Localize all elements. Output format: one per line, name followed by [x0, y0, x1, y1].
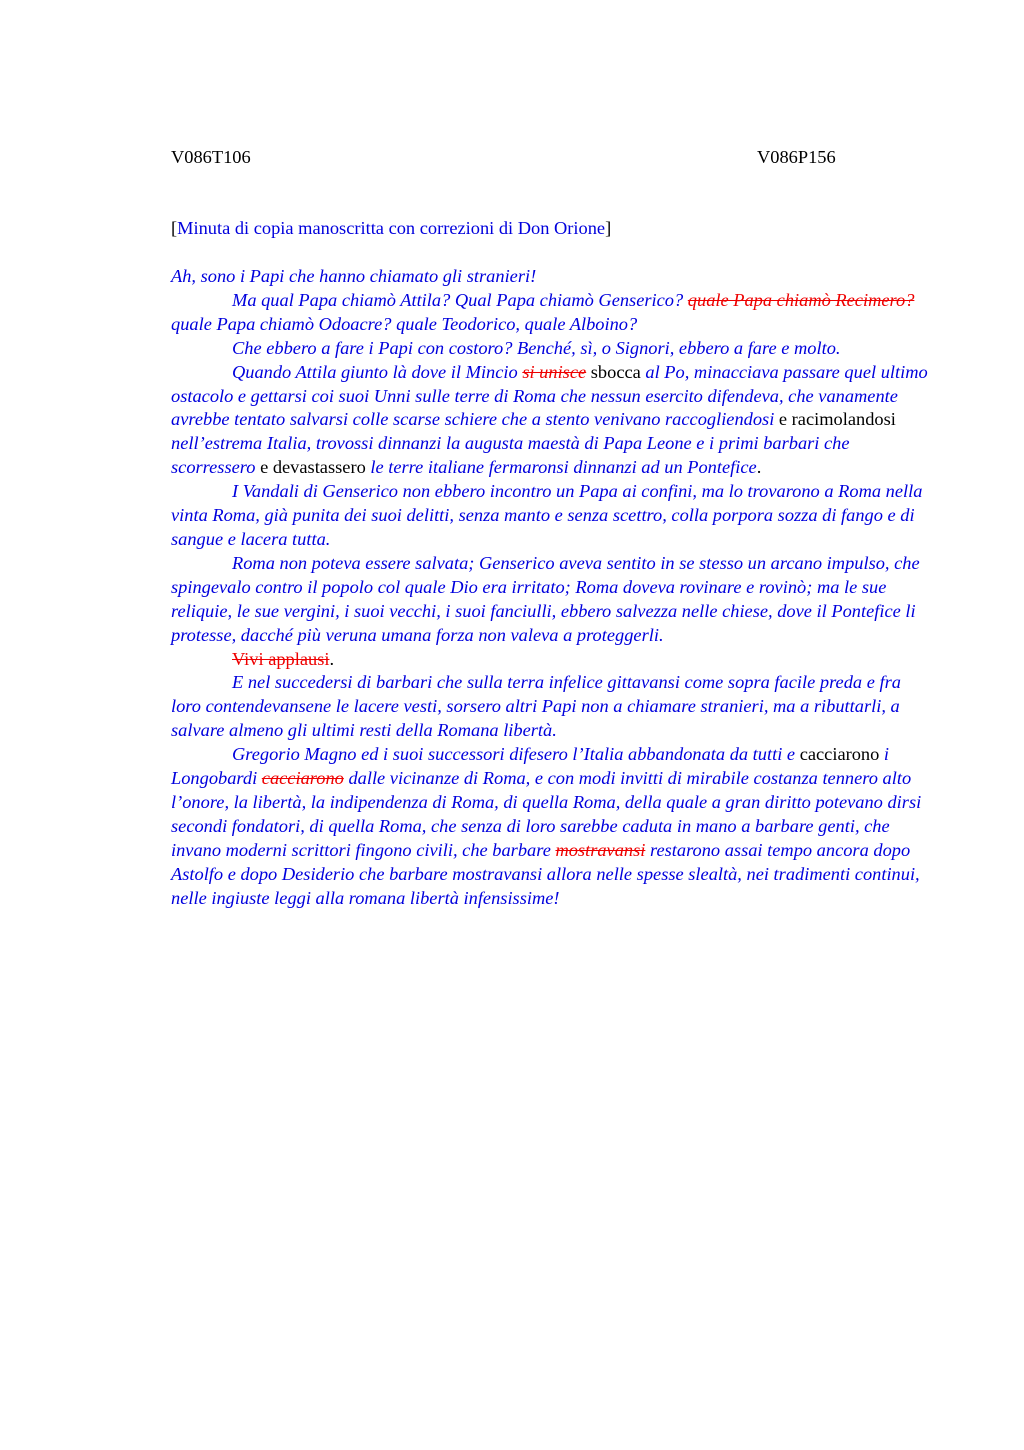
paragraph-4-correction-3: e devastassero: [255, 457, 371, 478]
paragraph-4-text-c: nell’estrema Italia, trovossi dinnanzi la augusta maestà di Papa Leone e i primi barbari che scorressero: [171, 433, 850, 478]
paragraph-9-correction: cacciarono: [799, 744, 880, 765]
paragraph-4: [171, 361, 931, 481]
paragraph-3: Che ebbero a fare i Papi con costoro? Benché, sì, o Signori, ebbero a fare e molto.: [232, 337, 841, 358]
paragraph-2-deletion: quale Papa chiamò Recimero?: [687, 289, 915, 310]
title-text: Minuta di copia manoscritta con correzioni di Don Orione: [177, 218, 606, 238]
paragraph-9-deletion-2: mostravansi: [555, 839, 646, 860]
paragraph-9-text-d: restarono assai tempo ancora dopo Astolfo e dopo Desiderio che barbare mostravansi allora nelle spesse slealtà, nei tradimenti continui, nelle ingiuste leggi alla romana libertà infensissime!: [171, 839, 920, 908]
paragraph-2-text-b: quale Papa chiamò Odoacre? quale Teodorico, quale Alboino?: [171, 313, 638, 334]
paragraph-4-correction-2: e racimolandosi: [774, 409, 896, 430]
paragraph-6: Roma non poteva essere salvata; Genserico aveva sentito in se stesso un arcano impulso, che spingevalo contro il popolo col quale Dio era irritato; Roma doveva rovinare e rovinò; ma le sue reliquie, le sue vergini, i suoi vecchi, i suoi fanciulli, ebbero salvezza nelle chiese, dove il Pontefice li protesse, dacché più veruna umana forza non valeva a proteggerli.: [171, 552, 920, 645]
paragraph-4-end: .: [756, 457, 762, 478]
title-open-bracket: [: [171, 218, 178, 238]
paragraph-7-deletion: Vivi applausi: [232, 648, 330, 669]
document-body: [171, 265, 931, 910]
paragraph-9: [171, 743, 931, 910]
paragraph-4-correction-1: sbocca: [586, 361, 646, 382]
header-left-code: V086T106: [171, 147, 251, 167]
paragraph-4-text-a: Quando Attila giunto là dove il Mincio: [232, 361, 523, 382]
paragraph-4-text-b: al Po, minacciava passare quel ultimo ostacolo e gettarsi coi suoi Unni sulle terre di Roma che nessun esercito difendeva, che vanamente avrebbe tentato salvarsi colle scarse schiere che a stento venivano raccogliendosi: [171, 361, 928, 430]
paragraph-1: Ah, sono i Papi che hanno chiamato gli stranieri!: [171, 266, 537, 286]
paragraph-9-text-b: i Longobardi: [171, 744, 890, 789]
header-right-code: V086P156: [757, 147, 836, 167]
paragraph-4-deletion: si unisce: [522, 361, 587, 382]
paragraph-7: [171, 648, 931, 672]
paragraph-9-text-a: Gregorio Magno ed i suoi successori difesero l’Italia abbandonata da tutti e: [232, 744, 800, 765]
paragraph-8: E nel succedersi di barbari che sulla terra infelice gittavansi come sopra facile preda e fra loro contendevansene le lacere vesti, sorsero altri Papi non a chiamare stranieri, ma a ributtarli, a salvare almeno gli ultimi resti della Romana libertà.: [171, 672, 901, 741]
title-close-bracket: ]: [605, 218, 612, 238]
document-title: [171, 217, 611, 241]
paragraph-5: I Vandali di Genserico non ebbero incontro un Papa ai confini, ma lo trovarono a Roma nella vinta Roma, già punita dei suoi delitti, senza manto e senza scettro, colla porpora sozza di fango e di sangue e lacera tutta.: [171, 481, 923, 549]
paragraph-9-deletion-1: cacciarono: [261, 768, 344, 789]
paragraph-9-text-c: dalle vicinanze di Roma, e con modi invitti di mirabile costanza tennero alto l’onore, la libertà, la indipendenza di Roma, di quella Roma, della quale a gran diritto potevano dirsi secondi fondatori, di quella Roma, che senza di loro sarebbe caduta in mano a barbare genti, che invano moderni scrittori fingono civili, che barbare: [171, 768, 922, 860]
paragraph-2: [171, 289, 931, 337]
paragraph-2-text-a: Ma qual Papa chiamò Attila? Qual Papa chiamò Genserico?: [232, 289, 688, 310]
paragraph-7-end: .: [329, 648, 335, 669]
paragraph-4-text-d: le terre italiane fermaronsi dinnanzi ad un Pontefice: [370, 457, 757, 478]
